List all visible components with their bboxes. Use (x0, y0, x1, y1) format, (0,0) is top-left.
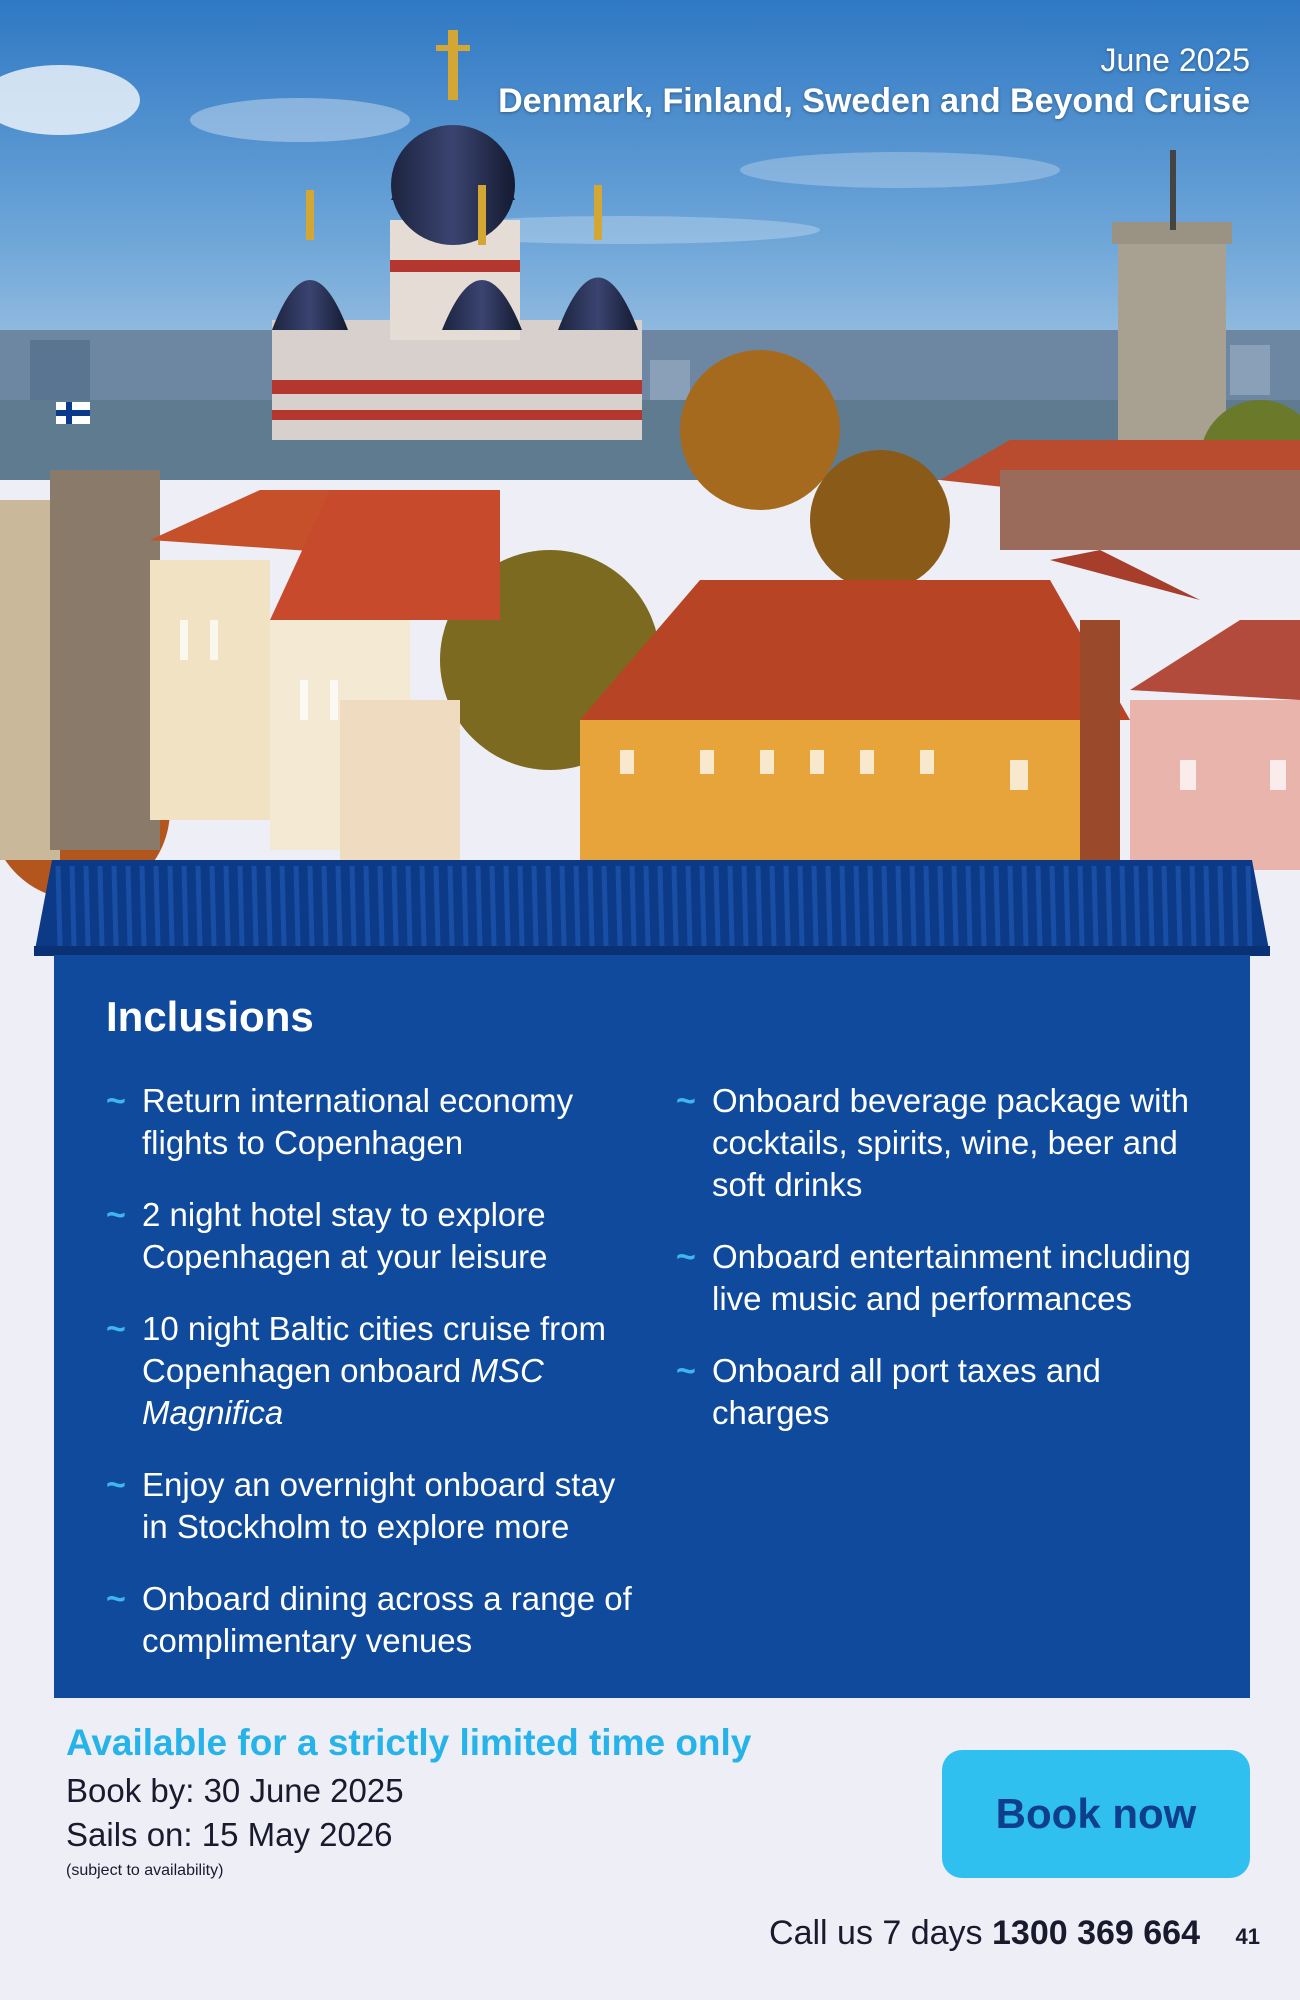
inclusion-text: Onboard beverage package with cocktails, spirits, wine, beer and soft drinks (712, 1082, 1189, 1203)
inclusion-text (142, 1308, 646, 1434)
inclusion-text-main: 10 night Baltic cities cruise from Copenhagen onboard (142, 1310, 607, 1389)
inclusions-right-column (676, 1080, 1196, 1464)
inclusion-item (106, 1080, 646, 1164)
call-us-label: Call us 7 days (769, 1914, 983, 1952)
inclusions-panel (54, 955, 1250, 1698)
bullet-tilde: ~ (106, 1082, 126, 1120)
hero-date: June 2025 (1100, 42, 1250, 78)
bullet-tilde: ~ (106, 1580, 126, 1618)
call-us-line (769, 1914, 1200, 1953)
bullet-tilde: ~ (676, 1082, 696, 1120)
hero-image (0, 0, 1300, 900)
bullet-tilde: ~ (676, 1352, 696, 1390)
hero-title: Denmark, Finland, Sweden and Beyond Cruise (498, 82, 1250, 120)
ship-name: MSC Magnifica (142, 1352, 544, 1431)
inclusion-item (676, 1236, 1196, 1320)
limited-time-heading: Available for a strictly limited time only (66, 1722, 752, 1763)
bullet-tilde: ~ (106, 1196, 126, 1234)
inclusion-item (106, 1578, 646, 1662)
inclusion-item (106, 1464, 646, 1548)
book-now-button[interactable]: Book now (942, 1750, 1250, 1878)
inclusion-text: Onboard all port taxes and charges (712, 1352, 1101, 1431)
bullet-tilde: ~ (676, 1238, 696, 1276)
inclusion-text: 2 night hotel stay to explore Copenhagen at your leisure (142, 1196, 548, 1275)
sails-on-date: Sails on: 15 May 2026 (66, 1816, 393, 1853)
inclusion-item (676, 1350, 1196, 1434)
page-number: 41 (1235, 1924, 1260, 1949)
inclusion-text: Enjoy an overnight onboard stay in Stockholm to explore more (142, 1466, 616, 1545)
inclusion-text: Return international economy flights to Copenhagen (142, 1082, 574, 1161)
bullet-tilde: ~ (106, 1466, 126, 1504)
curtain-valance (34, 860, 1270, 960)
inclusion-item (106, 1308, 646, 1434)
phone-number[interactable]: 1300 369 664 (992, 1914, 1200, 1952)
inclusion-item (676, 1080, 1196, 1206)
inclusion-item (106, 1194, 646, 1278)
bullet-tilde: ~ (106, 1310, 126, 1348)
book-by-date: Book by: 30 June 2025 (66, 1772, 404, 1809)
inclusions-title: Inclusions (106, 993, 314, 1040)
inclusions-left-column (106, 1080, 646, 1692)
inclusion-text: Onboard entertainment including live music and performances (712, 1238, 1191, 1317)
inclusion-text: Onboard dining across a range of complimentary venues (142, 1580, 632, 1659)
availability-note: (subject to availability) (66, 1862, 224, 1879)
